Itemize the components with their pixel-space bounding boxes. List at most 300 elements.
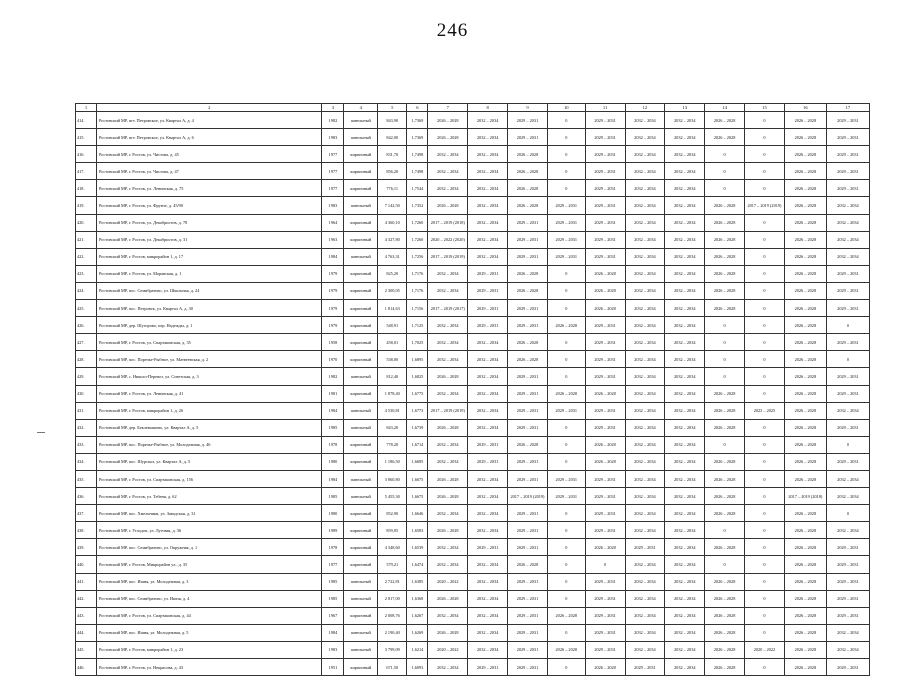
table-cell: 825,20 [378, 265, 407, 282]
table-cell: 2029 – 2031 [508, 129, 548, 146]
table-cell: 2026 – 2028 [428, 129, 468, 146]
table-cell: 1958 [322, 334, 344, 351]
table-cell: 1,6385 [407, 573, 428, 590]
table-cell: 2026 – 2028 [705, 505, 745, 522]
table-cell: кирпичный [344, 265, 378, 282]
table-cell: панельный [344, 419, 378, 436]
table-cell: 2032 – 2034 [826, 470, 869, 487]
table-cell: 2026 – 2028 [705, 265, 745, 282]
row-number-cell: 439. [76, 539, 97, 556]
table-cell: 0 [705, 368, 745, 385]
table-cell: 2026 – 2028 [705, 539, 745, 556]
table-cell: 2032 – 2034 [826, 214, 869, 231]
table-cell: 1,6714 [407, 436, 428, 453]
table-cell: 1,6775 [407, 385, 428, 402]
table-cell: 2032 – 2034 [468, 419, 508, 436]
address-cell: Ростовский МР, пос. Шурскол, ул. Квартал А, д. 5 [96, 453, 322, 470]
table-cell: 2029 – 2031 [585, 402, 625, 419]
table-cell: 1982 [322, 368, 344, 385]
table-cell: 2029 – 2031 [508, 300, 548, 317]
table-cell: 1,7260 [407, 214, 428, 231]
table-cell: 2017 – 2019 (2018) [784, 488, 826, 505]
table-cell: 2032 – 2034 [468, 180, 508, 197]
table-cell: 0 [745, 163, 785, 180]
table-cell: 2032 – 2034 [468, 590, 508, 607]
table-cell: 2026 – 2028 [428, 197, 468, 214]
table-cell: 2029 – 2031 [585, 641, 625, 658]
table-cell: 2032 – 2034 [625, 470, 665, 487]
row-number-cell: 433. [76, 436, 97, 453]
table-cell: 2029 – 2031 [585, 470, 625, 487]
table-cell: 2029 – 2031 [826, 659, 869, 676]
table-cell: 0 [547, 368, 585, 385]
table-row [76, 419, 870, 436]
table-cell: 2026 – 2028 [784, 573, 826, 590]
table-cell: 1985 [322, 419, 344, 436]
table-cell: 2032 – 2034 [826, 641, 869, 658]
table-cell: 2026 – 2028 [508, 556, 548, 573]
table-cell: 1,7156 [407, 300, 428, 317]
table-cell: 1984 [322, 402, 344, 419]
table-cell: 859,05 [378, 522, 407, 539]
table-cell: 4 360,10 [378, 214, 407, 231]
table-cell: 2026 – 2028 [784, 197, 826, 214]
column-header-3: 3 [322, 104, 344, 112]
table-cell: 0 [745, 214, 785, 231]
row-number-cell: 427. [76, 334, 97, 351]
row-number-cell: 422. [76, 248, 97, 265]
table-cell: 0 [745, 317, 785, 334]
table-cell: 2026 – 2028 [784, 317, 826, 334]
table-cell: панельный [344, 112, 378, 129]
table-cell: 1977 [322, 163, 344, 180]
table-cell: 2026 – 2028 [428, 470, 468, 487]
table-cell: 2026 – 2028 [784, 231, 826, 248]
table-cell: 2032 – 2034 [665, 368, 705, 385]
table-cell: 2032 – 2034 [665, 505, 705, 522]
table-cell: 2032 – 2034 [428, 659, 468, 676]
table-cell: 2029 – 2031 [508, 419, 548, 436]
table-cell: 2026 – 2028 [784, 180, 826, 197]
table-cell: 2032 – 2034 [625, 453, 665, 470]
row-number-cell: 443. [76, 607, 97, 624]
table-cell: 0 [705, 556, 745, 573]
table-cell: панельный [344, 573, 378, 590]
table-cell: 2032 – 2034 [428, 317, 468, 334]
table-cell: 2032 – 2034 [625, 436, 665, 453]
table-cell: кирпичный [344, 607, 378, 624]
table-cell: 1,6368 [407, 590, 428, 607]
column-header-14: 14 [705, 104, 745, 112]
table-cell: 2029 – 2031 [508, 573, 548, 590]
margin-dash [37, 432, 45, 433]
table-cell: панельный [344, 248, 378, 265]
address-cell: Ростовский МР, пос. Поречье-Рыбное, ул. Молодежная, д. 46 [96, 436, 322, 453]
row-number-cell: 441. [76, 573, 97, 590]
table-cell: 2032 – 2034 [665, 453, 705, 470]
table-cell: 0 [745, 129, 785, 146]
table-cell: 1,6267 [407, 607, 428, 624]
table-cell: 538,00 [378, 351, 407, 368]
table-cell: 2026 – 2028 [508, 265, 548, 282]
table-cell: 0 [547, 282, 585, 299]
table-cell: 1 186,50 [378, 453, 407, 470]
table-cell: 2026 – 2028 [705, 624, 745, 641]
table-cell: 2032 – 2034 [665, 282, 705, 299]
table-cell: 2029 – 2031 [468, 265, 508, 282]
table-cell: 2026 – 2028 [705, 453, 745, 470]
table-row [76, 505, 870, 522]
table-cell: 2026 – 2028 [547, 317, 585, 334]
table-container [75, 103, 870, 676]
row-number-cell: 424. [76, 282, 97, 299]
table-cell: 0 [547, 419, 585, 436]
table-cell: 0 [547, 522, 585, 539]
table-row [76, 488, 870, 505]
table-cell: 2032 – 2034 [625, 317, 665, 334]
table-cell: 831,70 [378, 146, 407, 163]
table-cell: 7 142,50 [378, 197, 407, 214]
table-cell: 1,6093 [407, 659, 428, 676]
table-cell: 1,7369 [407, 112, 428, 129]
row-number-cell: 419. [76, 197, 97, 214]
table-row [76, 539, 870, 556]
table-cell: 1,7025 [407, 334, 428, 351]
table-cell: 2032 – 2034 [625, 146, 665, 163]
table-cell: 2029 – 2031 [826, 419, 869, 436]
table-cell: 2026 – 2028 [784, 112, 826, 129]
table-cell: 2029 – 2031 [585, 197, 625, 214]
table-cell: 2032 – 2034 [625, 300, 665, 317]
table-cell: 2026 – 2028 [784, 505, 826, 522]
table-cell: 2029 – 2031 [585, 368, 625, 385]
table-cell: 2026 – 2028 [705, 641, 745, 658]
table-cell: 2029 – 2031 [826, 300, 869, 317]
address-cell: Ростовский МР, г. Ростов, ул. Декабристов, д. 31 [96, 231, 322, 248]
table-row [76, 522, 870, 539]
table-cell: 2 008,76 [378, 607, 407, 624]
address-cell: Ростовский МР, г. Ростов, ул. Спартаковская, д. 156 [96, 470, 322, 487]
table-cell: 2032 – 2034 [428, 146, 468, 163]
table-cell: 2026 – 2028 [585, 300, 625, 317]
table-cell: 2026 – 2028 [784, 300, 826, 317]
table-cell: 2032 – 2034 [468, 556, 508, 573]
table-cell: 2026 – 2028 [428, 368, 468, 385]
table-cell: 2032 – 2034 [428, 505, 468, 522]
table-cell: 1985 [322, 488, 344, 505]
table-cell: 2032 – 2034 [625, 624, 665, 641]
table-row [76, 641, 870, 658]
table-cell: 2029 – 2031 [508, 470, 548, 487]
table-cell: кирпичный [344, 539, 378, 556]
table-cell: 2026 – 2028 [784, 522, 826, 539]
table-cell: 2032 – 2034 [428, 539, 468, 556]
table-cell: 2026 – 2028 [784, 419, 826, 436]
table-cell: 2032 – 2034 [665, 129, 705, 146]
table-cell: 0 [826, 317, 869, 334]
table-cell: 1983 [322, 641, 344, 658]
table-cell: 2029 – 2031 [585, 146, 625, 163]
table-cell: 2032 – 2034 [625, 214, 665, 231]
table-cell: панельный [344, 402, 378, 419]
table-cell: 2026 – 2028 [547, 385, 585, 402]
table-cell: 1983 [322, 197, 344, 214]
table-cell: 2029 – 2031 [826, 385, 869, 402]
column-header-11: 11 [585, 104, 625, 112]
table-row [76, 214, 870, 231]
table-cell: 2026 – 2028 [585, 436, 625, 453]
table-cell: 0 [745, 607, 785, 624]
table-cell: 2029 – 2031 [468, 659, 508, 676]
table-cell: 2029 – 2031 [585, 419, 625, 436]
table-cell: 2032 – 2034 [665, 402, 705, 419]
column-header-12: 12 [625, 104, 665, 112]
table-cell: 0 [705, 180, 745, 197]
table-cell: 1985 [322, 573, 344, 590]
table-cell: 2032 – 2034 [428, 607, 468, 624]
table-cell: 2029 – 2031 [508, 385, 548, 402]
table-cell: 2026 – 2028 [585, 659, 625, 676]
table-cell: 2029 – 2031 [468, 453, 508, 470]
table-cell: 2032 – 2034 [625, 265, 665, 282]
table-row [76, 556, 870, 573]
row-number-cell: 416. [76, 146, 97, 163]
table-cell: 2026 – 2028 [784, 163, 826, 180]
table-cell: 2026 – 2028 [784, 146, 826, 163]
table-cell: 2032 – 2034 [468, 214, 508, 231]
address-cell: Ростовский МР, пос. Поречье-Рыбное, ул. Матвеевская, д. 2 [96, 351, 322, 368]
table-cell: 0 [745, 334, 785, 351]
table-cell: 1,7498 [407, 146, 428, 163]
table-cell: 2026 – 2028 [784, 248, 826, 265]
table-cell: 2032 – 2034 [468, 163, 508, 180]
table-cell: 1984 [322, 624, 344, 641]
address-cell: Ростовский МР, пос. Семибратово, ул. Школьная, д. 24 [96, 282, 322, 299]
table-row [76, 197, 870, 214]
table-cell: 2032 – 2034 [665, 539, 705, 556]
table-cell: 1,6685 [407, 453, 428, 470]
table-cell: 2032 – 2034 [665, 351, 705, 368]
column-header-13: 13 [665, 104, 705, 112]
address-cell: Ростовский МР, г. Ростов, ул. Декабристов, д. 78 [96, 214, 322, 231]
table-cell: 2032 – 2034 [665, 573, 705, 590]
table-row [76, 334, 870, 351]
table-cell: 2026 – 2028 [705, 300, 745, 317]
row-number-cell: 442. [76, 590, 97, 607]
column-header-2: 2 [96, 104, 322, 112]
address-cell: Ростовский МР, г. Ростов, ул. Фрунзе, д. 45/90 [96, 197, 322, 214]
table-cell: 2032 – 2034 [428, 556, 468, 573]
table-cell: 1951 [322, 659, 344, 676]
table-cell: 2032 – 2034 [428, 334, 468, 351]
row-number-cell: 425. [76, 300, 97, 317]
table-cell: 2026 – 2028 [508, 180, 548, 197]
table-cell: 2032 – 2034 [665, 590, 705, 607]
table-cell: 2029 – 2031 [547, 214, 585, 231]
table-cell: 2029 – 2031 [585, 231, 625, 248]
table-cell: 1,6675 [407, 470, 428, 487]
address-cell: Ростовский МР, пгт. Петровское, ул. Квартал А, д. 4 [96, 112, 322, 129]
table-row [76, 453, 870, 470]
table-cell: 1,7125 [407, 317, 428, 334]
table-cell: 2 817,00 [378, 590, 407, 607]
table-cell: 2032 – 2034 [665, 641, 705, 658]
table-cell: 2026 – 2028 [784, 334, 826, 351]
table-cell: 1964 [322, 214, 344, 231]
row-number-cell: 423. [76, 265, 97, 282]
table-cell: 2029 – 2031 [625, 539, 665, 556]
table-row [76, 163, 870, 180]
table-cell: 2029 – 2031 [547, 197, 585, 214]
table-cell: 2032 – 2034 [826, 248, 869, 265]
table-cell: 2032 – 2034 [625, 282, 665, 299]
table-cell: 2026 – 2028 [705, 470, 745, 487]
table-cell: 2032 – 2034 [428, 453, 468, 470]
table-cell: 2032 – 2034 [665, 607, 705, 624]
table-row [76, 436, 870, 453]
table-cell: 2032 – 2034 [468, 385, 508, 402]
table-cell: 2029 – 2031 [826, 112, 869, 129]
table-cell: 2032 – 2034 [826, 522, 869, 539]
table-cell: 2032 – 2034 [468, 129, 508, 146]
table-cell: 2029 – 2031 [468, 539, 508, 556]
address-cell: Ростовский МР, пос. Ишня, ул. Молодежная, д. 3 [96, 573, 322, 590]
table-cell: 2032 – 2034 [468, 248, 508, 265]
table-cell: 2026 – 2028 [784, 214, 826, 231]
table-cell: 548,91 [378, 317, 407, 334]
table-cell: 1985 [322, 590, 344, 607]
address-cell: Ростовский МР, г. Ростов, ул. Спартаковская, д. 35 [96, 334, 322, 351]
table-cell: 2032 – 2034 [468, 573, 508, 590]
table-cell: 1989 [322, 522, 344, 539]
table-cell: 1,6646 [407, 505, 428, 522]
table-cell: 1,6474 [407, 556, 428, 573]
column-header-7: 7 [428, 104, 468, 112]
table-cell: 1981 [322, 385, 344, 402]
table-cell: 2032 – 2034 [625, 334, 665, 351]
table-cell: 2032 – 2034 [665, 146, 705, 163]
table-cell: 2026 – 2028 [585, 453, 625, 470]
table-cell: 1984 [322, 470, 344, 487]
table-cell: 2032 – 2034 [625, 556, 665, 573]
table-cell: 2032 – 2034 [665, 522, 705, 539]
table-cell: 2032 – 2034 [665, 334, 705, 351]
table-cell: 2026 – 2028 [705, 402, 745, 419]
table-cell: кирпичный [344, 282, 378, 299]
row-number-cell: 432. [76, 419, 97, 436]
table-cell: 0 [745, 539, 785, 556]
table-cell: 1,6825 [407, 368, 428, 385]
table-cell: 579,21 [378, 556, 407, 573]
table-row [76, 573, 870, 590]
table-cell: 2026 – 2028 [705, 419, 745, 436]
table-cell: 2026 – 2028 [508, 163, 548, 180]
address-cell: Ростовский МР, пос. Хмельники, ул. Заводская, д. 31 [96, 505, 322, 522]
table-cell: 2026 – 2028 [585, 282, 625, 299]
table-cell: 4 763,31 [378, 248, 407, 265]
table-cell: 2026 – 2028 [508, 436, 548, 453]
address-cell: Ростовский МР, г. Ростов, ул. Моравская, д. 1 [96, 265, 322, 282]
address-cell: Ростовский МР, г. Ростов, ул. Чистова, д. 47 [96, 163, 322, 180]
address-cell: Ростовский МР, г. Ростов, ул. Чистова, д. 45 [96, 146, 322, 163]
table-cell: 2029 – 2031 [547, 402, 585, 419]
table-row [76, 282, 870, 299]
table-cell: кирпичный [344, 505, 378, 522]
table-cell: 1,6773 [407, 402, 428, 419]
table-cell: 0 [705, 436, 745, 453]
table-cell: 843,20 [378, 419, 407, 436]
column-header-5: 5 [378, 104, 407, 112]
row-number-cell: 436. [76, 488, 97, 505]
address-cell: Ростовский МР, пос. Семибратово, ул. Окружная, д. 1 [96, 539, 322, 556]
table-cell: 1978 [322, 539, 344, 556]
table-cell: 2032 – 2034 [665, 556, 705, 573]
table-cell: 2029 – 2031 [826, 368, 869, 385]
table-cell: 2026 – 2028 [585, 265, 625, 282]
table-cell: 2023 – 2025 [745, 402, 785, 419]
table-cell: 2029 – 2031 [508, 317, 548, 334]
table-cell: 1,6583 [407, 522, 428, 539]
table-cell: кирпичный [344, 556, 378, 573]
table-cell: 2032 – 2034 [665, 436, 705, 453]
table-cell: 0 [547, 300, 585, 317]
table-cell: 2029 – 2031 [826, 180, 869, 197]
table-row [76, 402, 870, 419]
table-cell: 1,6895 [407, 351, 428, 368]
table-cell: 2029 – 2031 [508, 659, 548, 676]
table-cell: 2032 – 2034 [468, 197, 508, 214]
table-cell: панельный [344, 624, 378, 641]
table-cell: 2032 – 2034 [468, 112, 508, 129]
table-cell: 2026 – 2028 [428, 488, 468, 505]
table-cell: 2032 – 2034 [625, 112, 665, 129]
table-cell: 2032 – 2034 [826, 624, 869, 641]
table-cell: 2032 – 2034 [625, 231, 665, 248]
table-cell: 1984 [322, 248, 344, 265]
table-cell: 1,7176 [407, 282, 428, 299]
table-cell: 0 [547, 573, 585, 590]
row-number-cell: 445. [76, 641, 97, 658]
table-cell: 2026 – 2028 [705, 197, 745, 214]
table-row [76, 231, 870, 248]
table-cell: 2026 – 2028 [705, 282, 745, 299]
table-cell: 1,7498 [407, 163, 428, 180]
table-cell: 1 878,40 [378, 385, 407, 402]
table-cell: 2029 – 2031 [508, 112, 548, 129]
table-cell: 1977 [322, 556, 344, 573]
table-cell: 2032 – 2034 [625, 641, 665, 658]
table-cell: 2032 – 2034 [665, 163, 705, 180]
table-cell: 2032 – 2034 [625, 419, 665, 436]
table-cell: 2032 – 2034 [826, 231, 869, 248]
table-cell: 2029 – 2031 [826, 129, 869, 146]
table-cell: 4 530,81 [378, 402, 407, 419]
table-cell: 2032 – 2034 [665, 385, 705, 402]
table-cell: 1982 [322, 112, 344, 129]
table-cell: панельный [344, 197, 378, 214]
table-row [76, 112, 870, 129]
table-cell: 2032 – 2034 [468, 470, 508, 487]
column-header-16: 16 [784, 104, 826, 112]
table-cell: 2032 – 2034 [625, 163, 665, 180]
table-cell: 2029 – 2031 [826, 539, 869, 556]
table-cell: 0 [547, 539, 585, 556]
table-cell: 2032 – 2034 [625, 402, 665, 419]
table-cell: 2029 – 2031 [508, 539, 548, 556]
table-cell: 0 [745, 624, 785, 641]
table-cell: 1,6539 [407, 539, 428, 556]
table-cell: 0 [547, 624, 585, 641]
